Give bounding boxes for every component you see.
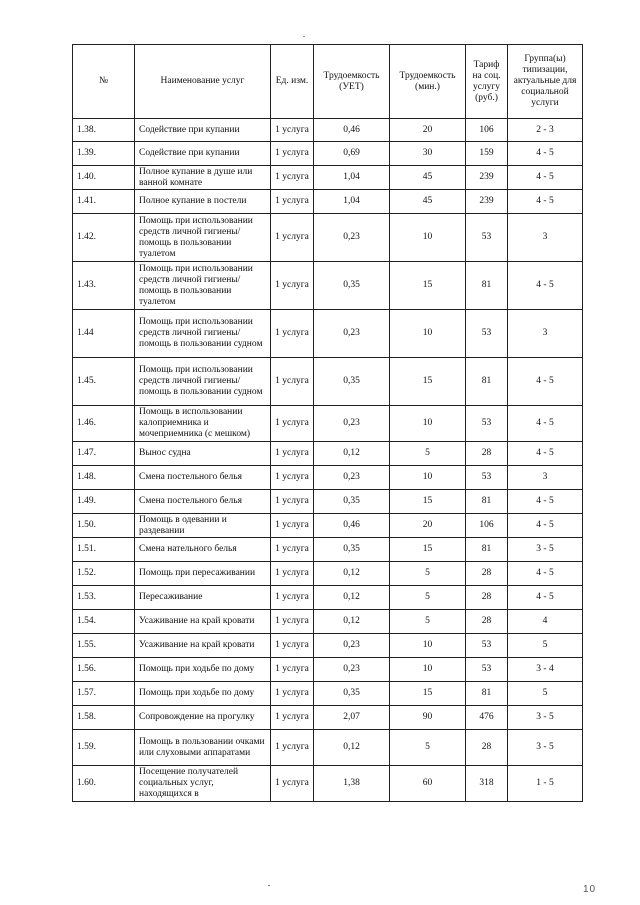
labor-uet-cell: 0,12 <box>314 610 390 634</box>
unit-cell: 1 услуга <box>271 538 314 562</box>
unit-cell: 1 услуга <box>271 682 314 706</box>
unit-cell: 1 услуга <box>271 142 314 166</box>
tariff-cell: 239 <box>466 166 508 190</box>
labor-uet-cell: 0,12 <box>314 586 390 610</box>
header-number: № <box>73 45 135 119</box>
service-name-cell: Помощь при использовании средств личной гигиены/помощь в пользовании судном <box>135 310 271 358</box>
table-row <box>73 562 583 586</box>
table-row <box>73 490 583 514</box>
typing-group-cell: 4 - 5 <box>508 262 583 310</box>
labor-uet-cell: 0,23 <box>314 634 390 658</box>
header-labor-uet: Трудоемкость (УЕТ) <box>314 45 390 119</box>
typing-group-cell: 1 - 5 <box>508 766 583 802</box>
tariff-cell: 53 <box>466 466 508 490</box>
row-number-cell: 1.52. <box>73 562 135 586</box>
service-name-cell: Полное купание в душе или ванной комнате <box>135 166 271 190</box>
labor-uet-cell: 0,69 <box>314 142 390 166</box>
row-number-cell: 1.60. <box>73 766 135 802</box>
labor-minutes-cell: 90 <box>390 706 466 730</box>
labor-minutes-cell: 5 <box>390 442 466 466</box>
unit-cell: 1 услуга <box>271 514 314 538</box>
row-number-cell: 1.41. <box>73 190 135 214</box>
unit-cell: 1 услуга <box>271 442 314 466</box>
service-name-cell: Помощь в использовании калоприемника и мочеприемника (с мешком) <box>135 406 271 442</box>
unit-cell: 1 услуга <box>271 490 314 514</box>
labor-minutes-cell: 15 <box>390 262 466 310</box>
row-number-cell: 1.44 <box>73 310 135 358</box>
table-row <box>73 610 583 634</box>
typing-group-cell: 3 <box>508 310 583 358</box>
service-name-cell: Помощь при пересаживании <box>135 562 271 586</box>
typing-group-cell: 2 - 3 <box>508 119 583 142</box>
tariff-cell: 53 <box>466 214 508 262</box>
tariff-cell: 106 <box>466 514 508 538</box>
labor-uet-cell: 0,35 <box>314 358 390 406</box>
service-name-cell: Помощь при использовании средств личной гигиены/помощь в пользовании туалетом <box>135 214 271 262</box>
labor-uet-cell: 0,23 <box>314 658 390 682</box>
tariff-cell: 106 <box>466 119 508 142</box>
table-header-row <box>73 45 583 119</box>
table-row <box>73 466 583 490</box>
labor-minutes-cell: 10 <box>390 634 466 658</box>
labor-minutes-cell: 5 <box>390 730 466 766</box>
unit-cell: 1 услуга <box>271 706 314 730</box>
service-name-cell: Посещение получателей социальных услуг, находящихся в <box>135 766 271 802</box>
services-tariff-table <box>72 44 583 802</box>
tariff-cell: 239 <box>466 190 508 214</box>
table-row <box>73 634 583 658</box>
tariff-cell: 53 <box>466 634 508 658</box>
table-row <box>73 730 583 766</box>
row-number-cell: 1.40. <box>73 166 135 190</box>
labor-uet-cell: 1,04 <box>314 190 390 214</box>
service-name-cell: Помощь при ходьбе по дому <box>135 658 271 682</box>
typing-group-cell: 4 - 5 <box>508 358 583 406</box>
labor-minutes-cell: 45 <box>390 166 466 190</box>
row-number-cell: 1.56. <box>73 658 135 682</box>
unit-cell: 1 услуга <box>271 766 314 802</box>
typing-group-cell: 3 - 5 <box>508 538 583 562</box>
service-name-cell: Содействие при купании <box>135 142 271 166</box>
row-number-cell: 1.38. <box>73 119 135 142</box>
labor-uet-cell: 0,46 <box>314 119 390 142</box>
service-name-cell: Полное купание в постели <box>135 190 271 214</box>
typing-group-cell: 3 - 5 <box>508 706 583 730</box>
labor-uet-cell: 0,23 <box>314 406 390 442</box>
header-unit: Ед. изм. <box>271 45 314 119</box>
service-name-cell: Смена постельного белья <box>135 490 271 514</box>
row-number-cell: 1.47. <box>73 442 135 466</box>
row-number-cell: 1.49. <box>73 490 135 514</box>
table-row <box>73 214 583 262</box>
table-row <box>73 658 583 682</box>
table-row <box>73 310 583 358</box>
labor-minutes-cell: 45 <box>390 190 466 214</box>
labor-minutes-cell: 5 <box>390 610 466 634</box>
header-service-name: Наименование услуг <box>135 45 271 119</box>
labor-minutes-cell: 5 <box>390 562 466 586</box>
row-number-cell: 1.46. <box>73 406 135 442</box>
table-row <box>73 262 583 310</box>
unit-cell: 1 услуга <box>271 190 314 214</box>
service-name-cell: Содействие при купании <box>135 119 271 142</box>
tariff-cell: 28 <box>466 730 508 766</box>
table-row <box>73 766 583 802</box>
service-name-cell: Помощь при ходьбе по дому <box>135 682 271 706</box>
labor-minutes-cell: 15 <box>390 538 466 562</box>
tariff-cell: 81 <box>466 538 508 562</box>
unit-cell: 1 услуга <box>271 262 314 310</box>
typing-group-cell: 5 <box>508 682 583 706</box>
tariff-cell: 53 <box>466 658 508 682</box>
labor-uet-cell: 0,23 <box>314 466 390 490</box>
labor-minutes-cell: 5 <box>390 586 466 610</box>
row-number-cell: 1.53. <box>73 586 135 610</box>
unit-cell: 1 услуга <box>271 586 314 610</box>
labor-uet-cell: 0,12 <box>314 562 390 586</box>
labor-minutes-cell: 15 <box>390 682 466 706</box>
row-number-cell: 1.54. <box>73 610 135 634</box>
unit-cell: 1 услуга <box>271 214 314 262</box>
labor-uet-cell: 0,23 <box>314 214 390 262</box>
unit-cell: 1 услуга <box>271 406 314 442</box>
service-name-cell: Помощь при использовании средств личной гигиены/помощь в пользовании туалетом <box>135 262 271 310</box>
row-number-cell: 1.58. <box>73 706 135 730</box>
typing-group-cell: 4 - 5 <box>508 142 583 166</box>
unit-cell: 1 услуга <box>271 466 314 490</box>
typing-group-cell: 4 - 5 <box>508 490 583 514</box>
row-number-cell: 1.50. <box>73 514 135 538</box>
table-row <box>73 358 583 406</box>
typing-group-cell: 4 - 5 <box>508 442 583 466</box>
table-row <box>73 514 583 538</box>
typing-group-cell: 4 - 5 <box>508 190 583 214</box>
typing-group-cell: 4 <box>508 610 583 634</box>
service-name-cell: Помощь при использовании средств личной гигиены/помощь в пользовании судном <box>135 358 271 406</box>
labor-uet-cell: 0,35 <box>314 490 390 514</box>
labor-minutes-cell: 10 <box>390 214 466 262</box>
table-row <box>73 586 583 610</box>
header-tariff: Тариф на соц. услугу (руб.) <box>466 45 508 119</box>
typing-group-cell: 4 - 5 <box>508 586 583 610</box>
table-body <box>73 119 583 802</box>
header-labor-minutes: Трудоемкость (мин.) <box>390 45 466 119</box>
typing-group-cell: 3 - 4 <box>508 658 583 682</box>
table-row <box>73 119 583 142</box>
typing-group-cell: 4 - 5 <box>508 514 583 538</box>
page-number: 10 <box>583 884 597 895</box>
unit-cell: 1 услуга <box>271 119 314 142</box>
tariff-cell: 81 <box>466 262 508 310</box>
unit-cell: 1 услуга <box>271 610 314 634</box>
tariff-cell: 28 <box>466 562 508 586</box>
unit-cell: 1 услуга <box>271 658 314 682</box>
labor-uet-cell: 0,46 <box>314 514 390 538</box>
tariff-cell: 28 <box>466 610 508 634</box>
table-row <box>73 190 583 214</box>
table-row <box>73 538 583 562</box>
unit-cell: 1 услуга <box>271 166 314 190</box>
typing-group-cell: 5 <box>508 634 583 658</box>
labor-minutes-cell: 30 <box>390 142 466 166</box>
table-row <box>73 682 583 706</box>
typing-group-cell: 4 - 5 <box>508 166 583 190</box>
service-name-cell: Вынос судна <box>135 442 271 466</box>
typing-group-cell: 3 <box>508 466 583 490</box>
labor-uet-cell: 1,38 <box>314 766 390 802</box>
tariff-cell: 81 <box>466 682 508 706</box>
labor-minutes-cell: 10 <box>390 310 466 358</box>
typing-group-cell: 3 - 5 <box>508 730 583 766</box>
labor-uet-cell: 2,07 <box>314 706 390 730</box>
labor-minutes-cell: 60 <box>390 766 466 802</box>
labor-uet-cell: 0,35 <box>314 538 390 562</box>
unit-cell: 1 услуга <box>271 562 314 586</box>
tariff-cell: 81 <box>466 358 508 406</box>
row-number-cell: 1.57. <box>73 682 135 706</box>
tariff-cell: 318 <box>466 766 508 802</box>
labor-minutes-cell: 20 <box>390 514 466 538</box>
tariff-cell: 81 <box>466 490 508 514</box>
scan-speck <box>268 885 270 886</box>
service-name-cell: Сопровождение на прогулку <box>135 706 271 730</box>
labor-uet-cell: 0,12 <box>314 442 390 466</box>
typing-group-cell: 3 <box>508 214 583 262</box>
labor-minutes-cell: 10 <box>390 406 466 442</box>
service-name-cell: Пересаживание <box>135 586 271 610</box>
table-row <box>73 706 583 730</box>
typing-group-cell: 4 - 5 <box>508 406 583 442</box>
row-number-cell: 1.43. <box>73 262 135 310</box>
service-name-cell: Помощь в пользовании очками или слуховыми аппаратами <box>135 730 271 766</box>
service-name-cell: Смена постельного белья <box>135 466 271 490</box>
table-row <box>73 142 583 166</box>
scan-speck <box>303 36 305 37</box>
row-number-cell: 1.48. <box>73 466 135 490</box>
labor-minutes-cell: 10 <box>390 466 466 490</box>
unit-cell: 1 услуга <box>271 634 314 658</box>
row-number-cell: 1.59. <box>73 730 135 766</box>
row-number-cell: 1.51. <box>73 538 135 562</box>
labor-uet-cell: 0,12 <box>314 730 390 766</box>
labor-minutes-cell: 10 <box>390 658 466 682</box>
service-name-cell: Смена нательного белья <box>135 538 271 562</box>
service-name-cell: Помощь в одевании и раздевании <box>135 514 271 538</box>
unit-cell: 1 услуга <box>271 310 314 358</box>
row-number-cell: 1.42. <box>73 214 135 262</box>
header-typing-groups: Группа(ы) типизации, актуальные для социальной услуги <box>508 45 583 119</box>
labor-uet-cell: 0,35 <box>314 262 390 310</box>
labor-minutes-cell: 15 <box>390 490 466 514</box>
tariff-cell: 476 <box>466 706 508 730</box>
table-row <box>73 166 583 190</box>
unit-cell: 1 услуга <box>271 358 314 406</box>
tariff-cell: 28 <box>466 586 508 610</box>
table-row <box>73 442 583 466</box>
unit-cell: 1 услуга <box>271 730 314 766</box>
tariff-cell: 28 <box>466 442 508 466</box>
labor-uet-cell: 1,04 <box>314 166 390 190</box>
service-name-cell: Усаживание на край кровати <box>135 610 271 634</box>
row-number-cell: 1.45. <box>73 358 135 406</box>
row-number-cell: 1.55. <box>73 634 135 658</box>
tariff-cell: 53 <box>466 310 508 358</box>
row-number-cell: 1.39. <box>73 142 135 166</box>
tariff-cell: 159 <box>466 142 508 166</box>
labor-uet-cell: 0,23 <box>314 310 390 358</box>
labor-minutes-cell: 15 <box>390 358 466 406</box>
labor-minutes-cell: 20 <box>390 119 466 142</box>
table-row <box>73 406 583 442</box>
services-table-container <box>72 44 582 802</box>
tariff-cell: 53 <box>466 406 508 442</box>
labor-uet-cell: 0,35 <box>314 682 390 706</box>
service-name-cell: Усаживание на край кровати <box>135 634 271 658</box>
typing-group-cell: 4 - 5 <box>508 562 583 586</box>
